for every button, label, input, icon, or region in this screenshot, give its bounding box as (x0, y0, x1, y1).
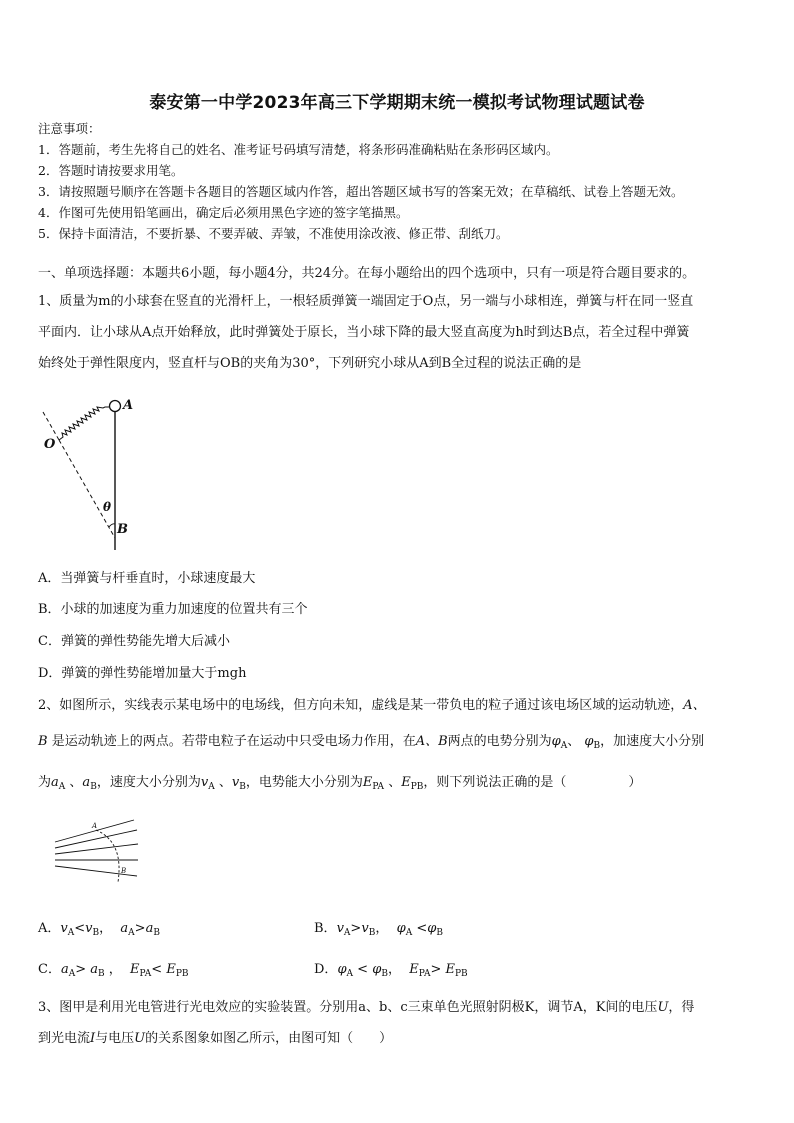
notice-item-2: 2．答题时请按要求用笔。 (38, 163, 184, 178)
section-heading: 一、单项选择题：本题共6小题，每小题4分，共24分。在每小题给出的四个选项中，只有一项是符合题目要求的。 (38, 266, 696, 281)
q2-line-3: 为$a_A$ 、$a_B$，速度大小分别为$v_A$ 、$v_B$，电势能大小分别为$E_{PA}$ 、$E_{PB}$，则下列说法正确的是（ ） (38, 775, 642, 792)
q1-label-theta: θ (103, 500, 112, 514)
notice-item-1: 1．答题前，考生先将自己的姓名、准考证号码填写清楚，将条形码准确粘贴在条形码区域内。 (38, 142, 559, 157)
q1-option-b: B．小球的加速度为重力加速度的位置共有三个 (38, 602, 308, 617)
notice-item-3: 3．请按照题号顺序在答题卡各题目的答题区域内作答，超出答题区域书写的答案无效；在草稿纸、试卷上答题无效。 (38, 184, 684, 199)
q1-label-B: B (117, 522, 128, 537)
q2-line-2: B 是运动轨迹上的两点。若带电粒子在运动中只受电场力作用，在A、B两点的电势分别为$\varphi_A$、 $\varphi_B$，加速度大小分别 (38, 734, 705, 751)
q2-option-c: C．$a_A> a_B$ ， $E_{PA}< E_{PB}$ (38, 962, 189, 979)
q1-option-d: D．弹簧的弹性势能增加量大于mgh (38, 666, 247, 681)
q1-line-1: 1、质量为m的小球套在竖直的光滑杆上，一根轻质弹簧一端固定于O点，另一端与小球相连，弹簧与杆在同一竖直 (38, 294, 694, 309)
q1-line-3: 始终处于弹性限度内，竖直杆与OB的夹角为30°，下列研究小球从A到B全过程的说法正确的是 (38, 356, 582, 371)
q2-option-a: A．$v_A<v_B$， $a_A>a_B$ (38, 921, 160, 938)
q2-label-A: A (92, 822, 98, 830)
q1-label-O: O (44, 437, 56, 452)
phi-a: $\varphi_A$ (551, 734, 568, 751)
notice-heading: 注意事项： (38, 121, 101, 136)
q1-line-2: 平面内．让小球从A点开始释放，此时弹簧处于原长，当小球下降的最大竖直高度为h时到达B点，若全过程中弹簧 (38, 325, 690, 340)
q2-label-B: B (121, 867, 127, 875)
phi-b: $\varphi_B$ (584, 734, 601, 751)
q1-option-c: C．弹簧的弹性势能先增大后减小 (38, 634, 230, 649)
q3-line-1: 3、图甲是利用光电管进行光电效应的实验装置。分别用a、b、c三束单色光照射阴极K，调节A，K间的电压U，得 (38, 1000, 695, 1015)
notice-item-5: 5．保持卡面清洁，不要折暴、不要弄破、弄皱，不准使用涂改液、修正带、刮纸刀。 (38, 226, 509, 241)
page-title: 泰安第一中学2023年高三下学期期末统一模拟考试物理试题试卷 (149, 93, 645, 113)
q1-label-A: A (123, 398, 134, 413)
q1-option-a: A．当弹簧与杆垂直时，小球速度最大 (38, 571, 256, 586)
q2-option-d: D．$\varphi_A < \varphi_B$， $E_{PA}> E_{PB}$ (314, 962, 468, 979)
q2-option-b: B．$v_A>v_B$， $\varphi_A <\varphi_B$ (314, 921, 443, 938)
notice-item-4: 4．作图可先使用铅笔画出，确定后必须用黑色字迹的签字笔描黑。 (38, 205, 409, 220)
q2-line-1: 2、如图所示，实线表示某电场中的电场线，但方向未知，虚线是某一带负电的粒子通过该电场区域的运动轨迹，A、 (38, 698, 706, 713)
q3-line-2: 到光电流I与电压U的关系图象如图乙所示，由图可知（ ） (38, 1031, 393, 1046)
